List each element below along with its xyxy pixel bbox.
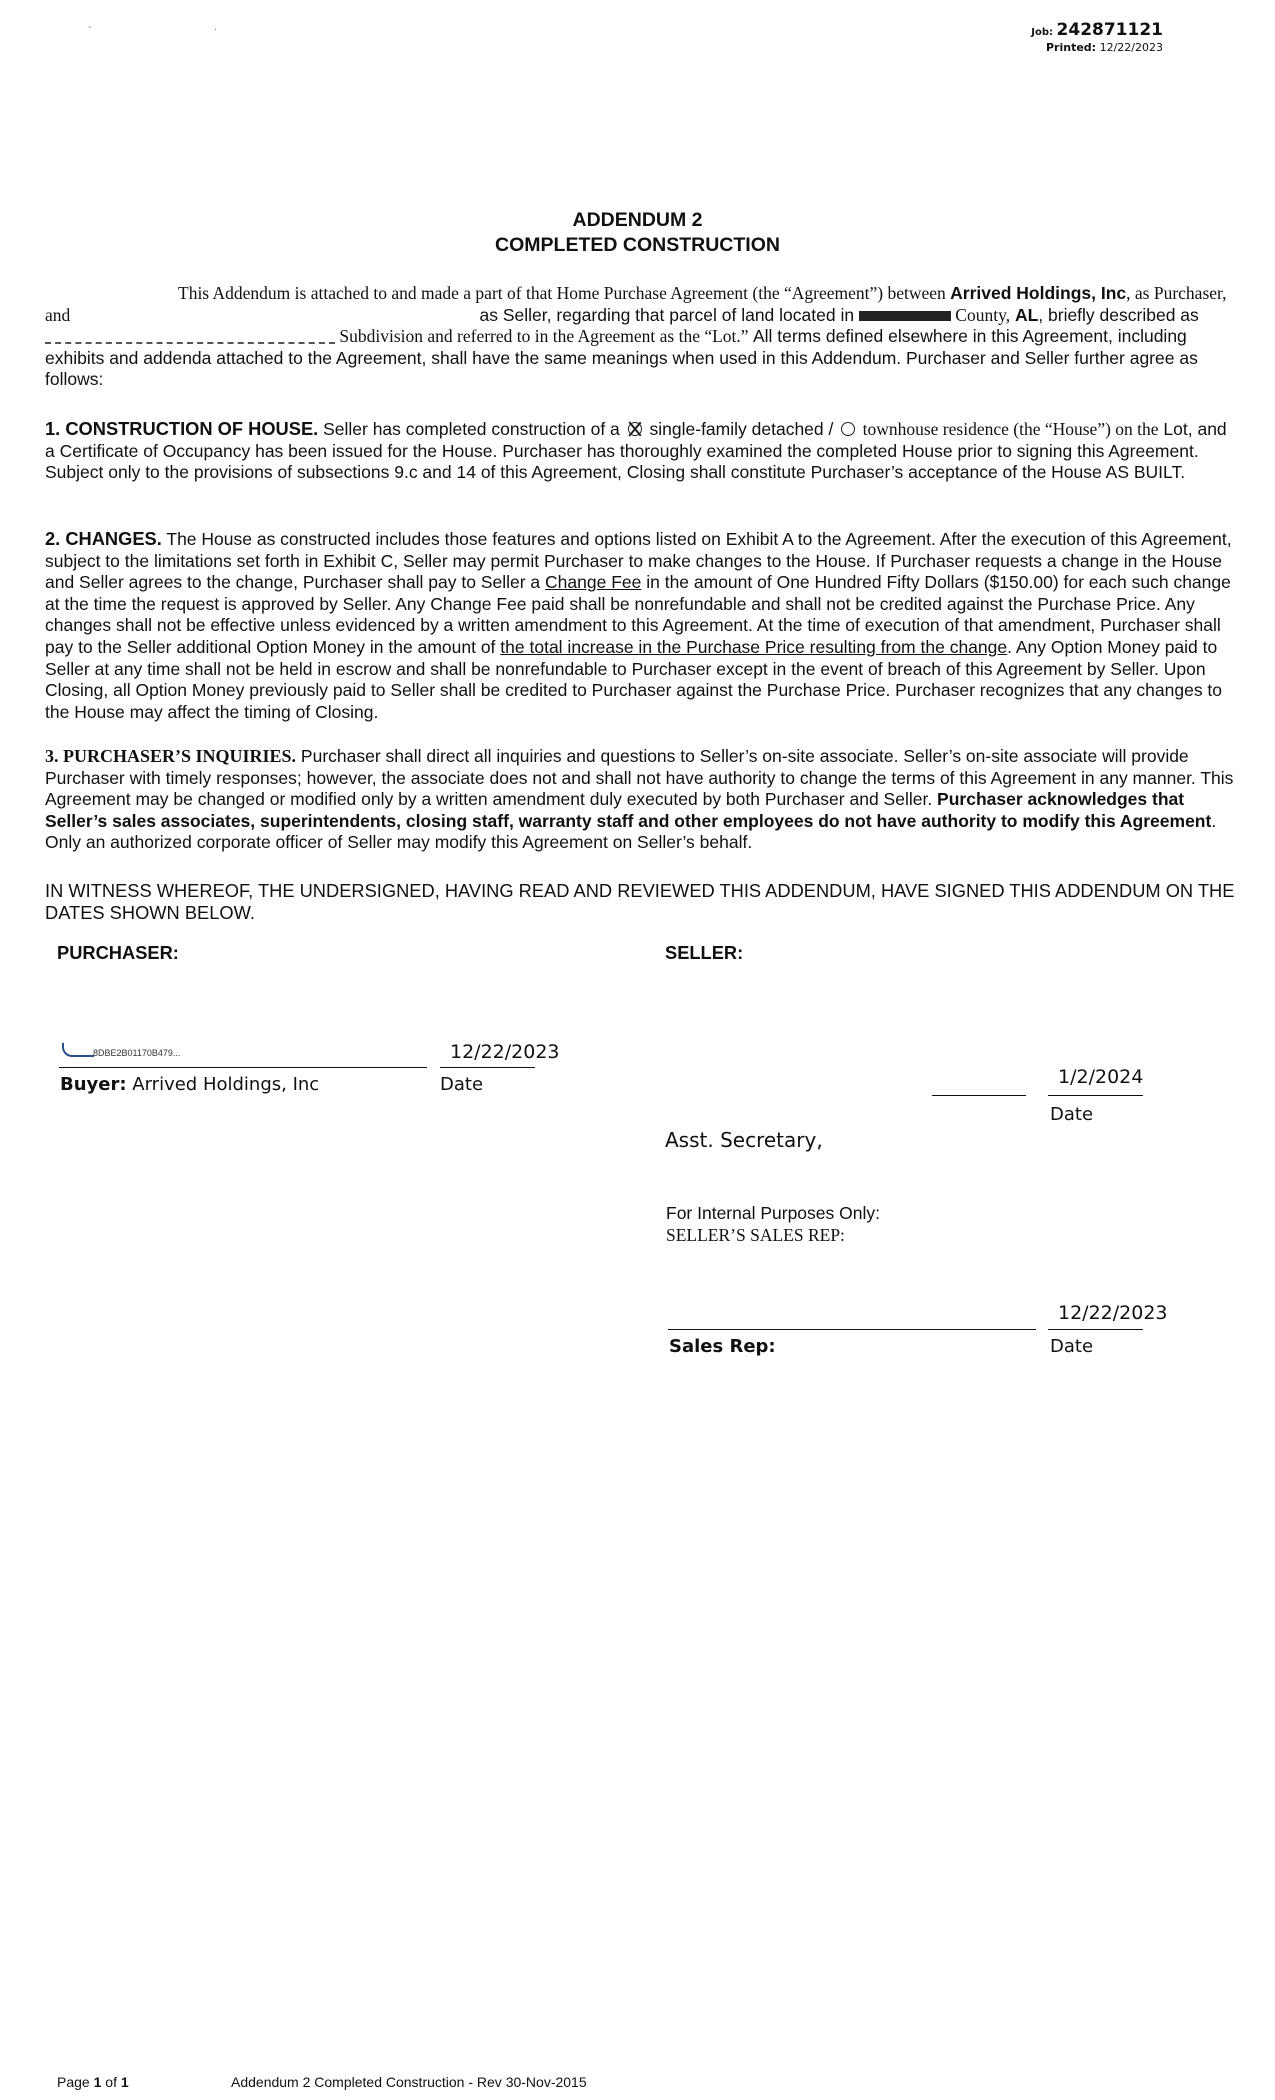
title-line-1: ADDENDUM 2	[572, 209, 703, 231]
section-3-bold: Purchaser acknowledges that Seller’s sales associates, superintendents, closing staff, warranty staff and other employees do not have authority to modify this Agreement	[45, 789, 1212, 831]
section-1-text-2: Lot, and a Certificate of Occupancy has been issued for the House. Purchaser has thoroughly examined the completed House prior to signing this Agreement. Subject only to the provisions of subsections 9.c and 14 of this Agreement, Closing shall constitute Purchaser’s acceptance of the House AS BUILT.	[45, 419, 1227, 483]
sales-rep-date-line	[1048, 1329, 1143, 1330]
seller-date-value: 1/2/2024	[1058, 1066, 1144, 1088]
printed-label: Printed:	[1046, 41, 1097, 54]
intro-text-1: This Addendum is attached to and made a part of that Home Purchase Agreement (the “Agreement”) between	[178, 283, 951, 303]
intro-text-3: as Seller, regarding that parcel of land located in	[474, 304, 859, 325]
buyer-caption	[60, 1074, 319, 1095]
section-1-text-1: Seller has completed construction of a	[318, 419, 625, 439]
seller-date-label: Date	[1050, 1104, 1094, 1125]
section-2-text-2: in the amount of One Hundred Fifty Dollars ($150.00) for each such change at the time the request is approved by Seller. Any Change Fee paid shall be nonrefundable and shall not be credited against the Purchase Price. Any changes shall not be effective unless evidenced by a written amendment to this Agreement. At the time of execution of that amendment, Purchaser shall pay to the Seller additional Option Money in the amount of	[45, 572, 1231, 657]
intro-text-4: , briefly described as	[1038, 304, 1199, 325]
signature-mark	[62, 1043, 94, 1057]
page-prefix: Page	[57, 2074, 94, 2090]
buyer-label: Buyer:	[60, 1074, 127, 1095]
buyer-date-line	[440, 1067, 535, 1068]
job-number: 242871121	[1056, 20, 1163, 40]
section-1-heading: 1. CONSTRUCTION OF HOUSE.	[45, 418, 319, 439]
footer-document-title: Addendum 2 Completed Construction - Rev 30-Nov-2015	[231, 2074, 587, 2090]
state: AL	[1014, 304, 1039, 325]
section-changes	[45, 528, 1235, 723]
internal-purposes-label: For Internal Purposes Only:	[666, 1203, 880, 1223]
townhouse-radio[interactable]	[841, 422, 855, 436]
intro-paragraph	[45, 283, 1235, 391]
section-2-text-3: . Any Option Money paid to Seller at any time shall not be held in escrow and shall be nonrefundable to Purchaser except in the event of breach of this Agreement by Seller. Upon Closing, all Option Money previously paid to Seller shall be credited to Purchaser against the Purchase Price. Purchaser recognizes that any changes to the House may affect the timing of Closing.	[45, 636, 1223, 722]
option-single-family: single-family detached /	[644, 419, 839, 439]
seller-title: Asst. Secretary,	[665, 1128, 823, 1152]
intro-text-6: All terms defined elsewhere in this Agreement, including exhibits and addenda attached to the Agreement, shall have the same meanings when used in this Addendum. Purchaser and Seller further agree as follows:	[45, 326, 1198, 390]
section-2-text-1: The House as constructed includes those features and options listed on Exhibit A to the Agreement. After the execution of this Agreement, subject to the limitations set forth in Exhibit C, Seller may permit Purchaser to make changes to the House. If Purchaser requests a change in the House and Seller agrees to the change, Purchaser shall pay to Seller a	[45, 529, 1232, 593]
page-current: 1	[93, 2074, 102, 2090]
page-of: of	[101, 2074, 121, 2090]
section-construction	[45, 418, 1235, 484]
seller-name-redacted	[75, 305, 475, 327]
witness-clause: IN WITNESS WHEREOF, THE UNDERSIGNED, HAVING READ AND REVIEWED THIS ADDENDUM, HAVE SIGNED THIS ADDENDUM ON THE DATES SHOWN BELOW.	[45, 880, 1235, 923]
title-line-2: COMPLETED CONSTRUCTION	[495, 234, 780, 256]
sales-rep-label: Sales Rep:	[669, 1336, 776, 1357]
section-inquiries	[45, 746, 1235, 854]
page-total: 1	[120, 2074, 129, 2090]
lot-description-redacted	[45, 332, 335, 344]
seller-date-line	[1048, 1095, 1143, 1096]
sales-rep-date-value: 12/22/2023	[1058, 1302, 1168, 1324]
buyer-name: Arrived Holdings, Inc	[126, 1074, 320, 1095]
section-3-text-1: Purchaser shall direct all inquiries and questions to Seller’s on-site associate. Seller’s on-site associate will provide Purchaser with timely responses; however, the associate does not and shall not have authority to change the terms of this Agreement in any manner. This Agreement may be changed or modified only by a written amendment duly executed by both Purchaser and Seller.	[45, 746, 1234, 810]
sales-rep-date-label: Date	[1050, 1336, 1094, 1357]
section-3-heading: 3. PURCHASER’S INQUIRIES.	[45, 746, 297, 766]
single-family-radio[interactable]	[628, 422, 642, 436]
job-info	[1031, 20, 1163, 54]
job-line	[1031, 20, 1163, 40]
printed-date: 12/22/2023	[1099, 41, 1163, 54]
sales-rep-signature-line	[668, 1329, 1036, 1330]
job-label: Job:	[1031, 27, 1054, 38]
section-2-heading: 2. CHANGES.	[45, 528, 162, 549]
buyer-signature-line	[59, 1067, 427, 1068]
seller-signature-line	[932, 1095, 1026, 1096]
section-3-text-2: . Only an authorized corporate officer of Seller may modify this Agreement on Seller’s behalf.	[45, 810, 1217, 853]
county-redacted	[859, 311, 951, 321]
corner-marks: - .	[88, 22, 277, 33]
envelope-id: 8DBE2B01170B479...	[93, 1048, 181, 1058]
intro-text-5: Subdivision and referred to in the Agreement as the “Lot.”	[335, 326, 753, 347]
county-suffix: County,	[950, 304, 1011, 325]
seller-label: SELLER:	[665, 942, 744, 963]
footer-page-number	[57, 2074, 129, 2090]
change-fee-term: Change Fee	[545, 572, 642, 593]
document-title	[0, 208, 1275, 258]
total-increase-term: the total increase in the Purchase Price resulting from the change	[500, 636, 1008, 657]
buyer-date-label: Date	[440, 1074, 484, 1095]
printed-line	[1031, 41, 1163, 54]
option-townhouse: townhouse residence (the “House”) on the	[858, 419, 1159, 439]
intro-text-2: , as Purchaser, and	[45, 283, 1227, 325]
buyer-date-value: 12/22/2023	[450, 1041, 560, 1063]
purchaser-name: Arrived Holdings, Inc	[950, 283, 1127, 303]
sales-rep-heading: SELLER’S SALES REP:	[666, 1225, 845, 1245]
purchaser-label: PURCHASER:	[57, 942, 179, 963]
